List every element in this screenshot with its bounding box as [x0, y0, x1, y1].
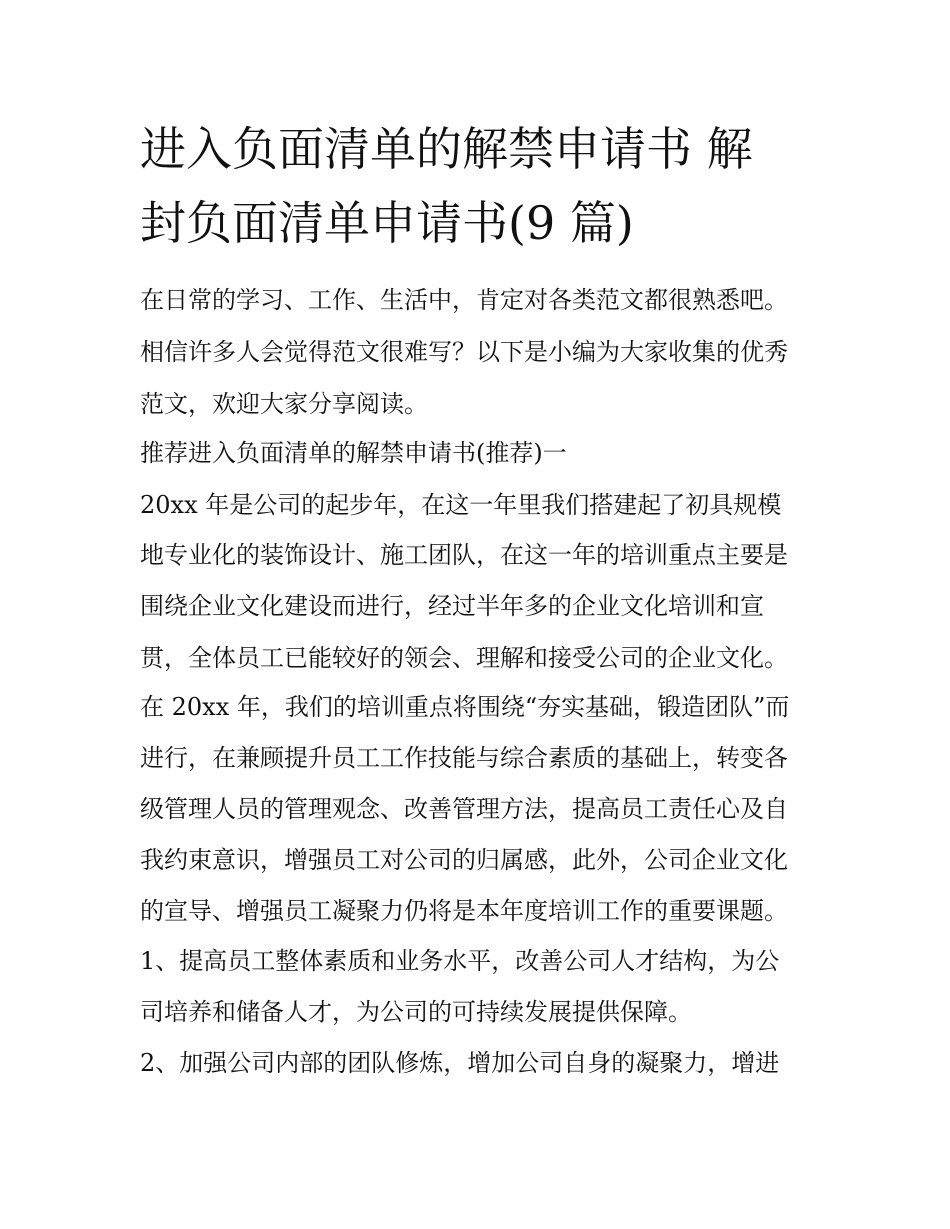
list-item-1-line-2: 司培养和储备人才，为公司的可持续发展提供保障。: [140, 998, 692, 1026]
section-heading: 推荐进入负面清单的解禁申请书(推荐)一: [140, 439, 567, 467]
title-line-1: 进入负面清单的解禁申请书 解: [140, 122, 753, 176]
list-item-1-line-1: 1、提高员工整体素质和业务水平，改善公司人才结构，为公: [140, 947, 780, 975]
body-line-6: 进行，在兼顾提升员工工作技能与综合素质的基础上，转变各: [140, 744, 788, 772]
document-title: [140, 112, 820, 260]
body-line-8: 我约束意识，增强员工对公司的归属感，此外，公司企业文化: [140, 846, 788, 874]
body-line-3: 围绕企业文化建设而进行，经过半年多的企业文化培训和宣: [140, 592, 764, 620]
intro-line-2: 相信许多人会觉得范文很难写？以下是小编为大家收集的优秀: [140, 338, 788, 366]
title-line-2: 封负面清单申请书(9 篇): [140, 196, 634, 250]
body-line-7: 级管理人员的管理观念、改善管理方法，提高员工责任心及自: [140, 795, 788, 823]
body-line-9: 的宣导、增强员工凝聚力仍将是本年度培训工作的重要课题。: [140, 897, 788, 925]
intro-line-3: 范文，欢迎大家分享阅读。: [140, 390, 428, 418]
intro-line-1: 在日常的学习、工作、生活中，肯定对各类范文都很熟悉吧。: [140, 286, 788, 314]
body-line-1: 20xx 年是公司的起步年，在这一年里我们搭建起了初具规模: [140, 491, 782, 519]
list-item-2-line-1: 2、加强公司内部的团队修炼，增加公司自身的凝聚力，增进: [140, 1049, 780, 1077]
body-line-5: 在 20xx 年，我们的培训重点将围绕“夯实基础，锻造团队”而: [140, 693, 790, 721]
body-line-4: 贯，全体员工已能较好的领会、理解和接受公司的企业文化。: [140, 644, 788, 672]
body-line-2: 地专业化的装饰设计、施工团队，在这一年的培训重点主要是: [140, 541, 788, 569]
